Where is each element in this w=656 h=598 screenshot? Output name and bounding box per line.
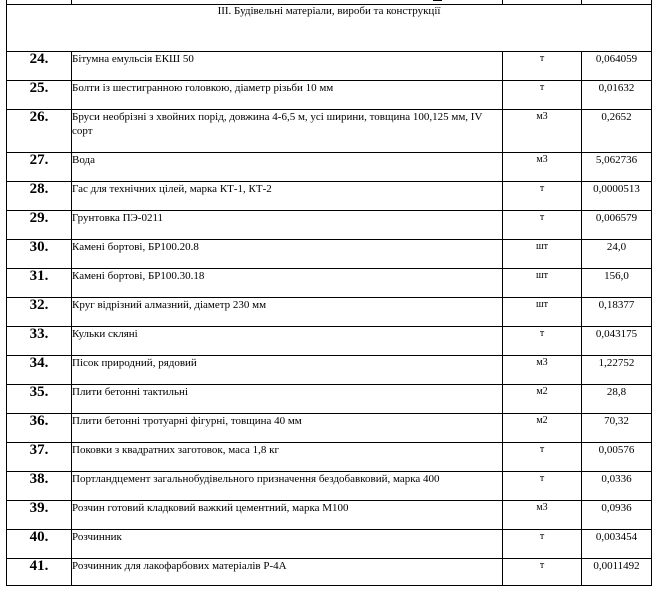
table-row: [7, 52, 652, 81]
unit-of-measure: м2: [503, 414, 582, 443]
row-number: 31.: [7, 269, 72, 298]
quantity: 0,006579: [582, 211, 652, 240]
row-number: 35.: [7, 385, 72, 414]
quantity: 0,0000513: [582, 182, 652, 211]
unit-of-measure: т: [503, 327, 582, 356]
table-row: [7, 414, 652, 443]
unit-of-measure: шт: [503, 298, 582, 327]
material-name: Болти із шестигранною головкою, діаметр різьби 10 мм: [72, 81, 503, 110]
table-row: [7, 153, 652, 182]
table-row: [7, 559, 652, 586]
table-row: [7, 443, 652, 472]
row-number: 37.: [7, 443, 72, 472]
unit-of-measure: т: [503, 472, 582, 501]
material-name: Розчинник: [72, 530, 503, 559]
unit-of-measure: т: [503, 559, 582, 586]
material-name: Розчин готовий кладковий важкий цементний, марка М100: [72, 501, 503, 530]
row-number: 27.: [7, 153, 72, 182]
material-name: Розчинник для лакофарбових матеріалів Р-4А: [72, 559, 503, 586]
row-number: 24.: [7, 52, 72, 81]
quantity: 0,0936: [582, 501, 652, 530]
quantity: 0,0011492: [582, 559, 652, 586]
table-row: [7, 81, 652, 110]
table-row: [7, 501, 652, 530]
material-name: Камені бортові, БР100.20.8: [72, 240, 503, 269]
quantity: 0,01632: [582, 81, 652, 110]
row-number: 36.: [7, 414, 72, 443]
material-name: Гас для технічних цілей, марка КТ-1, КТ-2: [72, 182, 503, 211]
unit-of-measure: шт: [503, 240, 582, 269]
materials-table: [6, 0, 652, 586]
quantity: 70,32: [582, 414, 652, 443]
unit-of-measure: т: [503, 182, 582, 211]
row-number: 30.: [7, 240, 72, 269]
material-name: Пісок природний, рядовий: [72, 356, 503, 385]
unit-of-measure: м3: [503, 110, 582, 153]
row-number: 41.: [7, 559, 72, 586]
unit-of-measure: м3: [503, 501, 582, 530]
quantity: 28,8: [582, 385, 652, 414]
unit-of-measure: т: [503, 443, 582, 472]
quantity: 5,062736: [582, 153, 652, 182]
unit-of-measure: т: [503, 81, 582, 110]
table-row: [7, 211, 652, 240]
table-row: [7, 327, 652, 356]
unit-of-measure: т: [503, 211, 582, 240]
table-row: [7, 110, 652, 153]
material-name: Поковки з квадратних заготовок, маса 1,8 кг: [72, 443, 503, 472]
quantity: 0,003454: [582, 530, 652, 559]
table-row: [7, 240, 652, 269]
material-name: Кульки скляні: [72, 327, 503, 356]
material-name: Плити бетонні тротуарні фігурні, товщина 40 мм: [72, 414, 503, 443]
unit-of-measure: м3: [503, 356, 582, 385]
quantity: 24,0: [582, 240, 652, 269]
table-row: [7, 356, 652, 385]
material-name: Бруси необрізні з хвойних порід, довжина 4-6,5 м, усі ширини, товщина 100,125 мм, IV сорт: [72, 110, 503, 153]
table-row: [7, 472, 652, 501]
quantity: 0,0336: [582, 472, 652, 501]
row-number: 34.: [7, 356, 72, 385]
row-number: 25.: [7, 81, 72, 110]
material-name: Портландцемент загальнобудівельного призначення бездобавковий, марка 400: [72, 472, 503, 501]
material-name: Бітумна емульсія ЕКШ 50: [72, 52, 503, 81]
section-title: ІІІ. Будівельні матеріали, вироби та конструкції: [7, 5, 652, 52]
row-number: 39.: [7, 501, 72, 530]
row-number: 32.: [7, 298, 72, 327]
quantity: 0,00576: [582, 443, 652, 472]
quantity: 0,043175: [582, 327, 652, 356]
section-header-row: [7, 5, 652, 52]
quantity: 0,064059: [582, 52, 652, 81]
material-name: Камені бортові, БР100.30.18: [72, 269, 503, 298]
unit-of-measure: м3: [503, 153, 582, 182]
row-number: 28.: [7, 182, 72, 211]
material-name: Плити бетонні тактильні: [72, 385, 503, 414]
table-row: [7, 182, 652, 211]
material-name: Круг відрізний алмазний, діаметр 230 мм: [72, 298, 503, 327]
table-row: [7, 298, 652, 327]
unit-of-measure: т: [503, 530, 582, 559]
row-number: 38.: [7, 472, 72, 501]
unit-of-measure: м2: [503, 385, 582, 414]
table-row: [7, 269, 652, 298]
row-number: 29.: [7, 211, 72, 240]
row-number: 33.: [7, 327, 72, 356]
row-number: 40.: [7, 530, 72, 559]
table-row: [7, 530, 652, 559]
table-row: [7, 385, 652, 414]
quantity: 156,0: [582, 269, 652, 298]
quantity: 0,2652: [582, 110, 652, 153]
material-name: Вода: [72, 153, 503, 182]
material-name: Грунтовка ПЭ-0211: [72, 211, 503, 240]
unit-of-measure: т: [503, 52, 582, 81]
row-number: 26.: [7, 110, 72, 153]
quantity: 0,18377: [582, 298, 652, 327]
unit-of-measure: шт: [503, 269, 582, 298]
quantity: 1,22752: [582, 356, 652, 385]
